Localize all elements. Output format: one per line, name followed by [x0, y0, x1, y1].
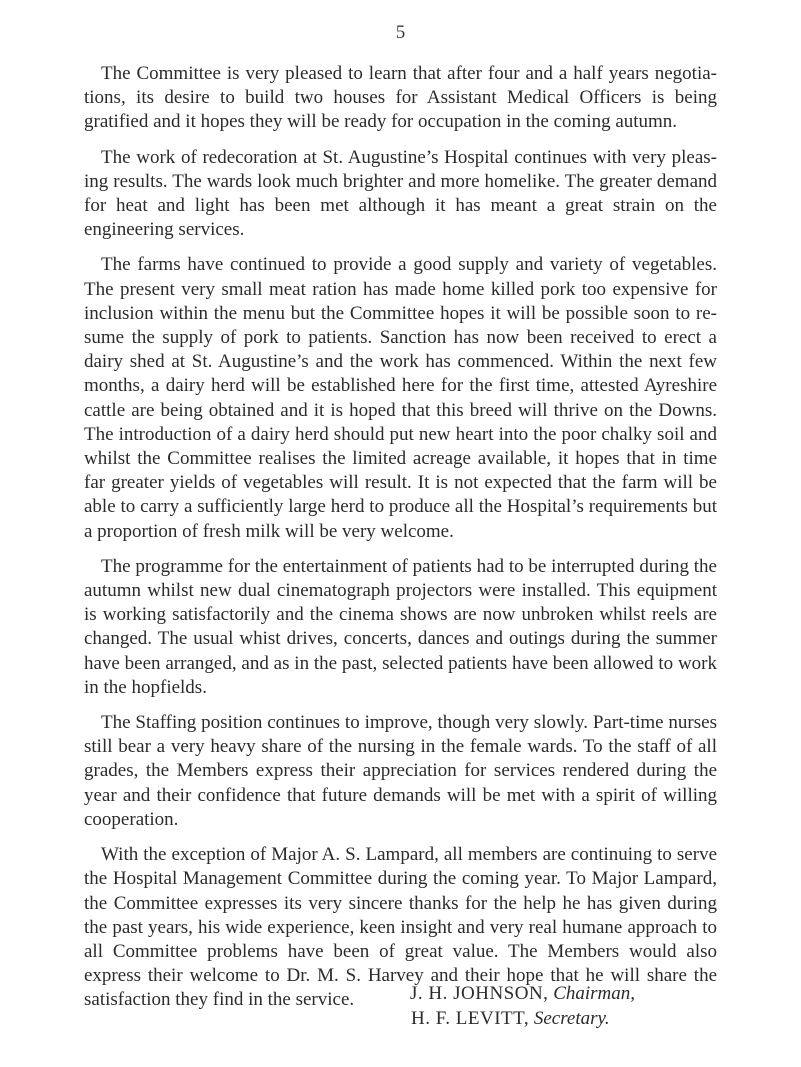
paragraph-redecoration: The work of redecoration at St. Augustine’s Hospital continues with very pleasing results. The wards look much brighter and more homelike. The greater demand for heat and light has been met although it has meant a great strain on the engineering services. — [84, 146, 717, 241]
signature-block — [410, 982, 730, 1031]
signatory-name: H. F. LEVITT, — [411, 1007, 530, 1029]
signature-secretary — [410, 1007, 730, 1032]
signatory-title: Chairman, — [553, 983, 636, 1004]
signature-chairman — [410, 982, 730, 1007]
paragraph-members: With the exception of Major A. S. Lampard, all members are continuing to serve the Hospital Management Committee during the coming year. To Major Lampard, the Committee expresses its very sincere thanks for the help he has given during the past years, his wide experience, keen insight and very real humane approach to all Committee problems have been of great value. The Members would also express their welcome to Dr. M. S. Harvey and their hope that he will share the satisfaction they find in the service. — [84, 844, 717, 1011]
paragraph-farms: The farms have continued to provide a good supply and variety of vegetables. The present very small meat ration has made home killed pork too expensive for inclusion within the menu but the Committee hopes it will be possible soon to resume the supply of pork to patients. Sanction has now been received to erect a dairy shed at St. Augustine’s and the work has commenced. Within the next few months, a dairy herd will be established here for the first time, attested Ayreshire cattle are being obtained and it is hoped that this breed will thrive on the Downs. The introduction of a dairy herd should put new heart into the poor chalky soil and whilst the Committee realises the limited acreage available, it hopes that in time far greater yields of vegetables will result. It is not expected that the farm will be able to carry a sufficiently large herd to produce all the Hospital’s requirements but a proportion of fresh milk will be very welcome. — [84, 254, 717, 542]
document-body — [84, 62, 717, 1024]
signatory-title: Secretary. — [533, 1007, 610, 1029]
paragraph-entertainment: The programme for the entertainment of patients had to be interrupted during the autumn whilst new dual cinematograph projectors were installed. This equipment is working satisfactorily and the cinema shows are now unbroken whilst reels are changed. The usual whist drives, concerts, dances and outings during the summer have been arranged, and as in the past, selected patients have been allowed to work in the hopfields. — [84, 555, 717, 698]
paragraph-housing: The Committee is very pleased to learn that after four and a half years negotiations, its desire to build two houses for Assistant Medical Officers is being gratified and it hopes they will be ready for occupation in the coming autumn. — [84, 63, 717, 133]
paragraph-staffing: The Staffing position continues to improve, though very slowly. Part-time nurses still bear a very heavy share of the nursing in the female wards. To the staff of all grades, the Members express their appreciation for services rendered during the year and their confidence that future demands will be met with a spirit of willing cooperation. — [84, 712, 717, 830]
page-number: 5 — [395, 22, 406, 43]
signatory-name: J. H. JOHNSON, — [410, 983, 549, 1004]
